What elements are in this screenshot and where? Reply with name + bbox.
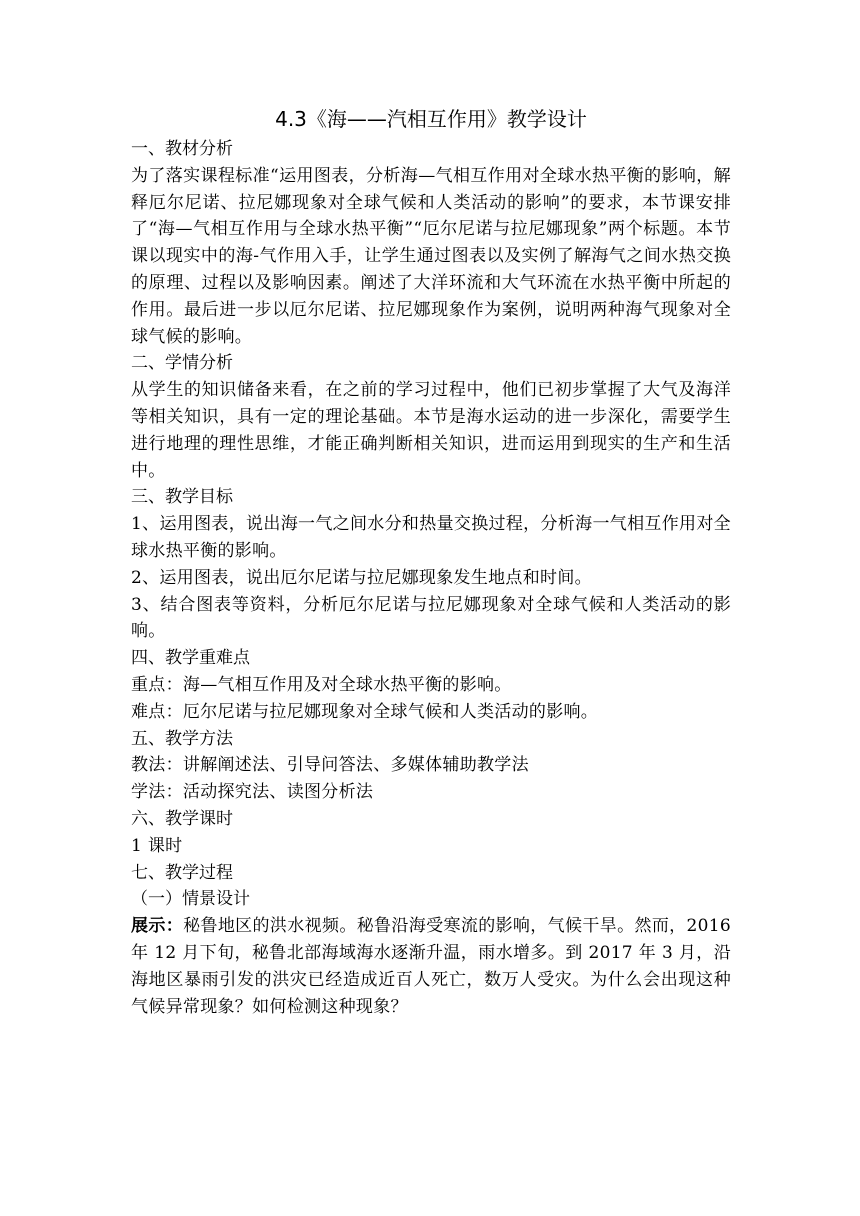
section-heading-class-hours: 六、教学课时 <box>131 808 233 829</box>
student-analysis-paragraph: 从学生的知识储备来看，在之前的学习过程中，他们已初步掌握了大气及海洋等相关知识，具有一定的理论基础。本节是海水运动的进一步深化，需要学生进行地理的理性思维，才能正确判断相关知识，进而运用到现实的生产和生活中。 <box>131 380 731 481</box>
teaching-goal-3: 3、结合图表等资料，分析厄尔尼诺与拉尼娜现象对全球气候和人类活动的影响。 <box>131 594 731 642</box>
section-heading-teaching-process: 七、教学过程 <box>131 862 233 883</box>
teaching-goal-2: 2、运用图表，说出厄尔尼诺与拉尼娜现象发生地点和时间。 <box>131 567 592 588</box>
teaching-goal-1: 1、运用图表，说出海一气之间水分和热量交换过程，分析海一气相互作用对全球水热平衡的影响。 <box>131 514 731 561</box>
textbook-analysis-paragraph: 为了落实课程标准“运用图表，分析海—气相互作用对全球水热平衡的影响，解释厄尔尼诺、拉尼娜现象对全球气候和人类活动的影响”的要求，本节课安排了“海—气相互作用与全球水热平衡”“厄尔尼诺与拉尼娜现象”两个标题。本节课以现实中的海-气作用入手，让学生通过图表以及实例了解海气之间水热交换的原理、过程以及影响因素。阐述了大洋环流和大气环流在水热平衡中所起的作用。最后进一步以厄尔尼诺、拉尼娜现象作为案例，说明两种海气现象对全球气候的影响。 <box>131 165 731 347</box>
document-page <box>131 104 731 1020</box>
document-title: 4.3《海——汽相互作用》教学设计 <box>275 107 587 131</box>
class-hours-value: 1 课时 <box>131 835 183 856</box>
difficulty-line: 难点：厄尔尼诺与拉尼娜现象对全球气候和人类活动的影响。 <box>131 701 599 722</box>
section-heading-key-difficulties: 四、教学重难点 <box>131 648 250 669</box>
subsection-heading-scenario-design: （一）情景设计 <box>131 889 250 910</box>
learning-method-line: 学法：活动探究法、读图分析法 <box>131 782 374 803</box>
section-heading-teaching-goals: 三、教学目标 <box>131 487 233 508</box>
teaching-method-line: 教法：讲解阐述法、引导问答法、多媒体辅助教学法 <box>131 755 529 776</box>
show-label: 展示： <box>131 916 184 937</box>
show-text: 秘鲁地区的洪水视频。秘鲁沿海受寒流的影响，气候干旱。然而，2016 年 12 月下旬，秘鲁北部海域海水逐渐升温，雨水增多。到 2017 年 3 月，沿海地区暴雨引发的洪灾已经造成近百人死亡，数万人受灾。为什么会出现这种气候异常现象？如何检测这种现象？ <box>131 916 731 1017</box>
section-heading-textbook-analysis: 一、教材分析 <box>131 139 233 159</box>
section-heading-teaching-methods: 五、教学方法 <box>131 728 233 749</box>
key-point-line: 重点：海—气相互作用及对全球水热平衡的影响。 <box>131 674 512 695</box>
section-heading-student-analysis: 二、学情分析 <box>131 353 233 374</box>
show-paragraph <box>131 913 731 1020</box>
